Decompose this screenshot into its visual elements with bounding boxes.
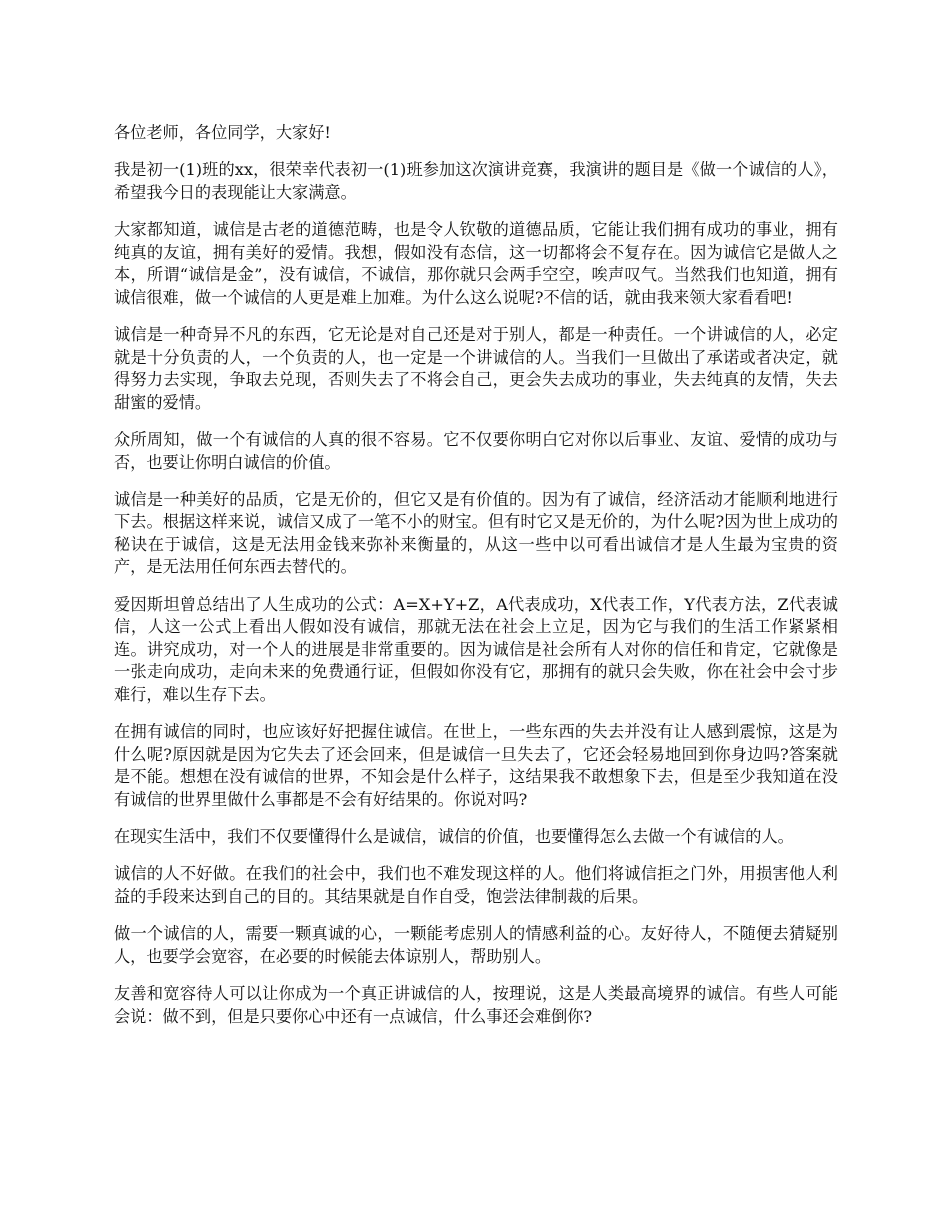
paragraph: 诚信的人不好做。在我们的社会中，我们也不难发现这样的人。他们将诚信拒之门外，用损害他人利益的手段来达到自己的目的。其结果就是自作自受，饱尝法律制裁的后果。 [114, 864, 838, 906]
paragraph: 爱因斯坦曾总结出了人生成功的公式：A=X+Y+Z，A代表成功，X代表工作，Y代表方法，Z代表诚信，人这一公式上看出人假如没有诚信，那就无法在社会上立足，因为它与我们的生活工作紧紧相连。讲究成功，对一个人的进展是非常重要的。因为诚信是社会所有人对你的信任和肯定，它就像是一张走向成功，走向未来的免费通行证，但假如你没有它，那拥有的就只会失败，你在社会中会寸步难行，难以生存下去。 [114, 594, 838, 705]
paragraph-closing: 友善和宽容待人可以让你成为一个真正讲诚信的人，按理说，这是人类最高境界的诚信。有些人可能会说：做不到，但是只要你心中还有一点诚信，什么事还会难倒你? [114, 983, 838, 1026]
document-body [114, 122, 838, 1043]
paragraph: 在现实生活中，我们不仅要懂得什么是诚信，诚信的价值，也要懂得怎么去做一个有诚信的人。 [114, 827, 794, 847]
paragraph: 做一个诚信的人，需要一颗真诚的心，一颗能考虑别人的情感利益的心。友好待人，不随便去猜疑别人，也要学会宽容，在必要的时候能去体谅别人，帮助别人。 [114, 924, 838, 966]
paragraph: 诚信是一种美好的品质，它是无价的，但它又是有价值的。因为有了诚信，经济活动才能顺利地进行下去。根据这样来说，诚信又成了一笔不小的财宝。但有时它又是无价的，为什么呢?因为世上成功的秘诀在于诚信，这是无法用金钱来弥补来衡量的，从这一些中以可看出诚信才是人生最为宝贵的资产，是无法用任何东西去替代的。 [114, 489, 838, 577]
paragraph: 诚信是一种奇异不凡的东西，它无论是对自己还是对于别人，都是一种责任。一个讲诚信的人，必定就是十分负责的人，一个负责的人，也一定是一个讲诚信的人。当我们一旦做出了承诺或者决定，就得努力去实现，争取去兑现，否则失去了不将会自己，更会失去成功的事业，失去纯真的友情，失去甜蜜的爱情。 [114, 324, 838, 412]
paragraph: 在拥有诚信的同时，也应该好好把握住诚信。在世上，一些东西的失去并没有让人感到震惊，这是为什么呢?原因就是因为它失去了还会回来，但是诚信一旦失去了，它还会轻易地回到你身边吗?答案就是不能。想想在没有诚信的世界，不知会是什么样子，这结果我不敢想象下去，但是至少我知道在没有诚信的世界里做什么事都是不会有好结果的。你说对吗? [114, 722, 838, 809]
paragraph-greeting: 各位老师，各位同学，大家好! [114, 123, 331, 142]
paragraph-introduction: 我是初一(1)班的xx，很荣幸代表初一(1)班参加这次演讲竞赛，我演讲的题目是《做一个诚信的人》，希望我今日的表现能让大家满意。 [114, 160, 838, 202]
paragraph: 众所周知，做一个有诚信的人真的很不容易。它不仅要你明白它对你以后事业、友谊、爱情的成功与否，也要让你明白诚信的价值。 [114, 429, 838, 472]
paragraph: 大家都知道，诚信是古老的道德范畴，也是令人钦敬的道德品质，它能让我们拥有成功的事业，拥有纯真的友谊，拥有美好的爱情。我想，假如没有态信，这一切都将会不复存在。因为诚信它是做人之本，所谓“诚信是金”，没有诚信，不诚信，那你就只会两手空空，唉声叹气。当然我们也知道，拥有诚信很难，做一个诚信的人更是难上加难。为什么这么说呢?不信的话，就由我来领大家看看吧! [114, 219, 838, 307]
